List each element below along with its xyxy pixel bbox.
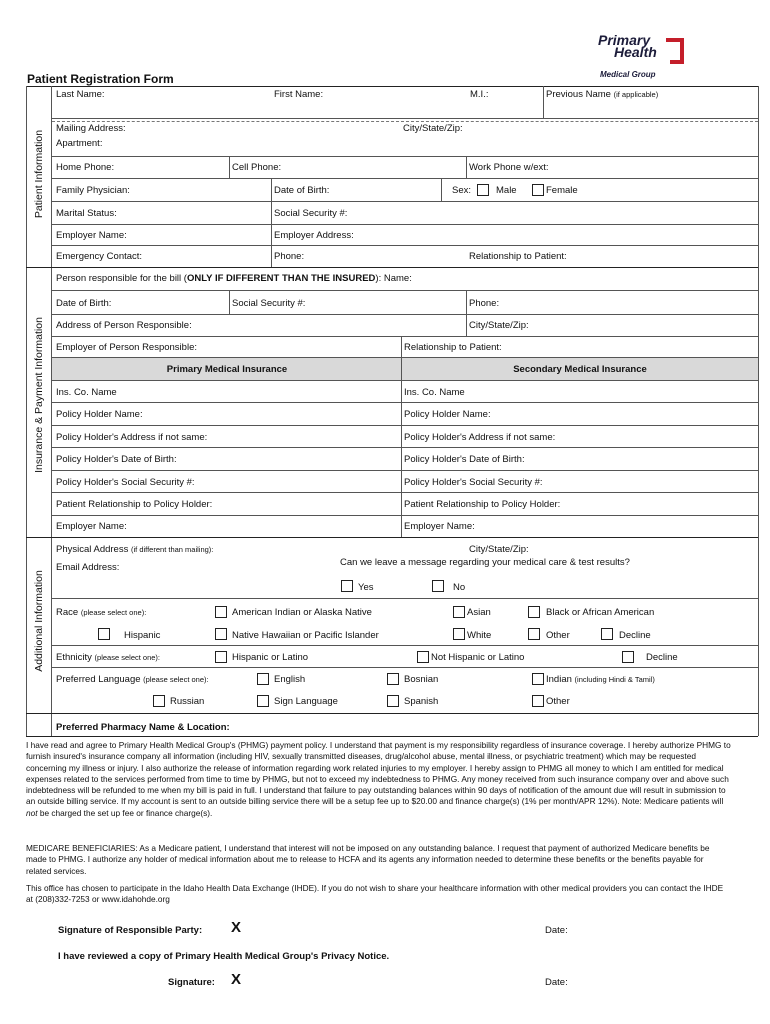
other-language-checkbox[interactable] [532, 695, 544, 707]
resp-dob-label: Date of Birth: [56, 298, 112, 309]
resp-city-label: City/State/Zip: [469, 320, 529, 331]
row-line [52, 447, 758, 448]
physical-address-label [56, 544, 213, 555]
row-line-dashed [52, 121, 758, 122]
cell-divider [466, 157, 467, 178]
cell-divider [271, 225, 272, 245]
primary-holder-ssn-label: Policy Holder's Social Security #: [56, 477, 195, 488]
race-label [56, 607, 146, 618]
pharmacy-label: Preferred Pharmacy Name & Location: [56, 722, 230, 733]
secondary-insurance-header: Secondary Medical Insurance [513, 364, 647, 375]
hispanic-latino-label: Hispanic or Latino [232, 652, 309, 663]
native-hawaiian-label: Native Hawaiian or Pacific Islander [232, 630, 379, 641]
frame-bottom [26, 736, 758, 737]
indian-label [546, 674, 655, 685]
responsible-signature-field[interactable] [246, 922, 536, 938]
message-no-label: No [453, 582, 466, 593]
resp-phone-label: Phone: [469, 298, 500, 309]
section-divider-2 [26, 537, 758, 538]
primary-holder-dob-label: Policy Holder's Date of Birth: [56, 454, 177, 465]
logo-medical-group: Medical Group [600, 70, 656, 79]
city-state-zip-label: City/State/Zip: [403, 123, 463, 134]
message-yes-checkbox[interactable] [341, 580, 353, 592]
secondary-holder-dob-label: Policy Holder's Date of Birth: [404, 454, 525, 465]
russian-label: Russian [170, 696, 205, 707]
decline-ethnicity-label: Decline [646, 652, 678, 663]
not-hispanic-label: Not Hispanic or Latino [431, 652, 525, 663]
employer-name-label: Employer Name: [56, 230, 127, 241]
last-name-label: Last Name: [56, 89, 105, 100]
secondary-holder-name-label: Policy Holder Name: [404, 409, 491, 420]
decline-ethnicity-checkbox[interactable] [622, 651, 634, 663]
home-phone-label: Home Phone: [56, 162, 115, 173]
female-label: Female [546, 185, 578, 196]
decline-race-checkbox[interactable] [601, 628, 613, 640]
asian-label: Asian [467, 607, 491, 618]
secondary-ins-co-label: Ins. Co. Name [404, 387, 465, 398]
row-line [52, 224, 758, 225]
form-title: Patient Registration Form [27, 72, 174, 86]
female-checkbox[interactable] [532, 184, 544, 196]
secondary-holder-address-label: Policy Holder's Address if not same: [404, 432, 556, 443]
cell-phone-label: Cell Phone: [232, 162, 282, 173]
male-checkbox[interactable] [477, 184, 489, 196]
hispanic-race-checkbox[interactable] [98, 628, 110, 640]
secondary-relationship-label: Patient Relationship to Policy Holder: [404, 499, 561, 510]
payment-policy-text [26, 740, 731, 819]
emergency-contact-label: Emergency Contact: [56, 251, 143, 262]
section-label-insurance: Insurance & Payment Information [33, 317, 45, 473]
white-label: White [467, 630, 492, 641]
cell-divider [271, 179, 272, 201]
native-hawaiian-checkbox[interactable] [215, 628, 227, 640]
indian-text: Indian [546, 674, 572, 685]
logo-health: Health [614, 44, 657, 60]
message-yes-label: Yes [358, 582, 374, 593]
other-race-checkbox[interactable] [528, 628, 540, 640]
ssn-label: Social Security #: [274, 208, 348, 219]
row-line [52, 118, 758, 119]
american-indian-label: American Indian or Alaska Native [232, 607, 372, 618]
row-line [52, 425, 758, 426]
language-label [56, 674, 209, 685]
race-note: (please select one): [80, 608, 147, 617]
primary-insurance-header: Primary Medical Insurance [166, 364, 288, 375]
company-logo [596, 30, 696, 84]
row-line [26, 713, 758, 714]
other-language-label: Other [546, 696, 570, 707]
responsible-signature-label: Signature of Responsible Party: [58, 925, 203, 936]
signature-label: Signature: [168, 977, 215, 988]
mailing-address-label: Mailing Address: [56, 123, 126, 134]
work-phone-label: Work Phone w/ext: [469, 162, 549, 173]
message-no-checkbox[interactable] [432, 580, 444, 592]
row-line [52, 380, 758, 381]
row-line [52, 645, 758, 646]
signature-date-field[interactable] [575, 974, 725, 990]
privacy-notice-text: I have reviewed a copy of Primary Health Medical Group's Privacy Notice. [58, 951, 390, 962]
responsible-signature-x: X [231, 919, 242, 936]
ethnicity-text: Ethnicity [56, 652, 92, 663]
row-line [52, 667, 758, 668]
previous-name-note: (if applicable) [613, 90, 659, 99]
row-line [52, 402, 758, 403]
english-label: English [274, 674, 306, 685]
payment-policy-body: I have read and agree to Primary Health Medical Group's (PHMG) payment policy. I understand that payment is my responsibility regardless of insurance coverage. I hereby authorize PHMG to furnish insured's insurance company all information (including HIV, sexually transmitted diseases, drug/alcohol abuse, mental illness, or psychiatric treatment) which may be requested concerning my illness or injury. I also authorize the release of information regarding work related injuries to my employer. I hereby assign to PHMG all money to which I am entitled for medical expenses related to the services performed from time to time by PHMG, but not to exceed my indebtedness to PHMG. Any money received from such insurance company over and above such indebtedness will be refunded to me when my bill is paid in full. I understand that failure to pay outstanding balances within 90 days of notification of the amount due will result in submission to an outside billing service. If my account is sent to an outside billing service there will be a setup fee up to $20.00 and finance charge(s) (1% per month/APR 12%). Note: Medicare patients will [26, 740, 731, 807]
relationship-label: Relationship to Patient: [469, 251, 567, 262]
message-question: Can we leave a message regarding your medical care & test results? [340, 557, 630, 568]
language-note: (please select one): [143, 675, 209, 684]
black-checkbox[interactable] [528, 606, 540, 618]
row-line [52, 290, 758, 291]
resp-ssn-label: Social Security #: [232, 298, 306, 309]
payment-policy-not: not [26, 807, 38, 818]
cell-divider [401, 337, 402, 357]
family-physician-label: Family Physician: [56, 185, 130, 196]
row-line [52, 201, 758, 202]
primary-holder-address-label: Policy Holder's Address if not same: [56, 432, 208, 443]
not-hispanic-checkbox[interactable] [417, 651, 429, 663]
bosnian-checkbox[interactable] [387, 673, 399, 685]
employer-address-label: Employer Address: [274, 230, 354, 241]
hispanic-latino-checkbox[interactable] [215, 651, 227, 663]
first-name-label: First Name: [274, 89, 324, 100]
bosnian-label: Bosnian [404, 674, 439, 685]
ihde-text: This office has chosen to participate in the Idaho Health Data Exchange (IHDE). If you do not wish to share your healthcare information with other medical providers you can contact the IHDE at (208)332-7253 or www.idahohde.org [26, 883, 724, 905]
indian-note: (including Hindi & Tamil) [574, 675, 655, 684]
row-line [52, 470, 758, 471]
ethnicity-note: (please select one): [94, 653, 160, 662]
cell-divider [441, 179, 442, 201]
russian-checkbox[interactable] [153, 695, 165, 707]
mi-label: M.I.: [470, 89, 489, 100]
frame-right [758, 86, 759, 736]
cell-divider [466, 291, 467, 314]
person-responsible-suffix: ): Name: [375, 273, 412, 284]
cell-divider [466, 315, 467, 336]
indian-checkbox[interactable] [532, 673, 544, 685]
secondary-holder-ssn-label: Policy Holder's Social Security #: [404, 477, 543, 488]
previous-name-text: Previous Name [546, 89, 611, 100]
signature-x: X [231, 971, 242, 988]
frame-left [26, 86, 27, 736]
row-line [52, 178, 758, 179]
other-race-label: Other [546, 630, 570, 641]
resp-relationship-label: Relationship to Patient: [404, 342, 502, 353]
race-text: Race [56, 607, 79, 618]
payment-policy-end: be charged the set up fee or finance charge(s). [37, 807, 213, 818]
section-label-patient: Patient Information [33, 129, 45, 219]
add-city-label: City/State/Zip: [469, 544, 529, 555]
american-indian-checkbox[interactable] [215, 606, 227, 618]
sign-language-checkbox[interactable] [257, 695, 269, 707]
resp-address-label: Address of Person Responsible: [56, 320, 192, 331]
signature-date-label: Date: [545, 977, 568, 988]
row-line [52, 336, 758, 337]
physical-address-note: (if different than mailing): [130, 545, 214, 554]
marital-status-label: Marital Status: [56, 208, 117, 219]
medicare-text: MEDICARE BENEFICIARIES: As a Medicare patient, I understand that interest will not be imposed on any outstanding balance. I request that payment of authorized Medicare benefits be made to PHMG. I authorize any holder of medical information about me to release to HCFA and its agents any information needed to determine these benefits or the benefits payable for related services. [26, 843, 710, 876]
cell-divider [543, 86, 544, 118]
dob-label: Date of Birth: [274, 185, 330, 196]
frame-left-inner [51, 86, 52, 736]
row-line [52, 357, 758, 358]
previous-name-label [546, 89, 658, 100]
physical-address-text: Physical Address [56, 544, 129, 555]
responsible-date-field[interactable] [575, 922, 725, 938]
language-text: Preferred Language [56, 674, 141, 685]
spanish-label: Spanish [404, 696, 439, 707]
cell-divider [271, 246, 272, 267]
primary-employer-label: Employer Name: [56, 521, 127, 532]
primary-ins-co-label: Ins. Co. Name [56, 387, 117, 398]
person-responsible-label [56, 273, 412, 284]
row-line [52, 515, 758, 516]
hispanic-race-label: Hispanic [124, 630, 161, 641]
frame-top [26, 86, 758, 87]
logo-swoosh-icon [662, 32, 692, 76]
primary-relationship-label: Patient Relationship to Policy Holder: [56, 499, 213, 510]
row-line [52, 245, 758, 246]
white-checkbox[interactable] [453, 628, 465, 640]
emergency-phone-label: Phone: [274, 251, 305, 262]
sex-label: Sex: [452, 185, 472, 196]
row-line [52, 492, 758, 493]
secondary-employer-label: Employer Name: [404, 521, 475, 532]
signature-field[interactable] [246, 974, 536, 990]
apartment-label: Apartment: [56, 138, 103, 149]
cell-divider [229, 291, 230, 314]
responsible-date-label: Date: [545, 925, 568, 936]
person-responsible-prefix: Person responsible for the bill ( [56, 273, 187, 284]
spanish-checkbox[interactable] [387, 695, 399, 707]
primary-holder-name-label: Policy Holder Name: [56, 409, 143, 420]
row-line [52, 156, 758, 157]
asian-checkbox[interactable] [453, 606, 465, 618]
decline-race-label: Decline [619, 630, 651, 641]
section-divider-1 [26, 267, 758, 268]
cell-divider [271, 202, 272, 224]
row-line [52, 598, 758, 599]
row-line [52, 314, 758, 315]
email-label: Email Address: [56, 562, 120, 573]
logo-primary: Primary [598, 32, 651, 48]
black-label: Black or African American [546, 607, 655, 618]
sign-language-label: Sign Language [274, 696, 338, 707]
person-responsible-bold: ONLY IF DIFFERENT THAN THE INSURED [186, 273, 376, 284]
male-label: Male [496, 185, 517, 196]
cell-divider [229, 157, 230, 178]
resp-employer-label: Employer of Person Responsible: [56, 342, 197, 353]
section-label-additional: Additional Information [33, 570, 45, 672]
english-checkbox[interactable] [257, 673, 269, 685]
ethnicity-label [56, 652, 160, 663]
